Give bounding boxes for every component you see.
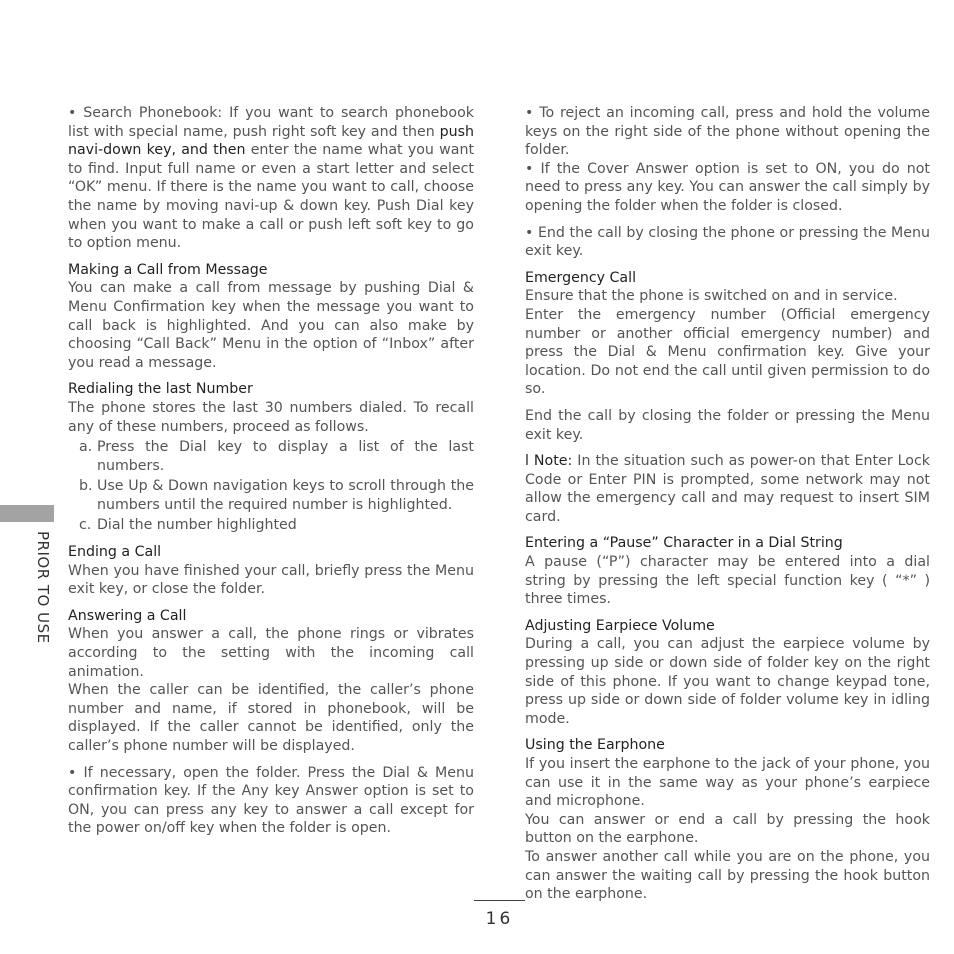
- list-item-text: Use Up & Down navigation keys to scroll through the numbers until the required number is highlighted.: [97, 478, 474, 513]
- left-column: [68, 104, 474, 838]
- search-intro: • Search Phonebook: If you want to search phonebook list with special name, push right soft key and then: [68, 105, 474, 140]
- section-label: PRIOR TO USE: [34, 531, 52, 644]
- heading-call-from-message: Making a Call from Message: [68, 261, 268, 278]
- search-rest: enter the name what you want to find. Input full name or even a start letter and select “OK” menu. If there is the name you want to call, choose the name by moving navi-up & down key. Push Dial key when you want to make a call or push left soft key to go to option menu.: [68, 142, 475, 252]
- heading-using-earphone: Using the Earphone: [525, 737, 665, 754]
- list-marker: c.: [79, 517, 92, 534]
- answering-call-text-2: When the caller can be identified, the caller’s phone number and name, if stored in phonebook, will be displayed. If the caller cannot be identified, only the caller’s phone number will be displayed.: [68, 682, 474, 754]
- answering-call-text-1: When you answer a call, the phone rings or vibrates according to the setting with the incoming call animation.: [68, 626, 474, 680]
- reject-call-text: • To reject an incoming call, press and hold the volume keys on the right side of the phone without opening the folder.: [525, 105, 930, 159]
- list-item-text: Dial the number highlighted: [97, 517, 297, 534]
- emergency-text-2: Enter the emergency number (Official emergency number or another official emergency number) and press the Dial & Menu confirmation key. Give your location. Do not end the call until given permission to do so.: [525, 306, 930, 398]
- heading-emergency-call: Emergency Call: [525, 269, 637, 286]
- list-item-text: Press the Dial key to display a list of the last numbers.: [97, 439, 474, 474]
- section-tab-marker: [0, 505, 54, 522]
- list-item: [68, 477, 474, 514]
- list-marker: a.: [79, 439, 93, 456]
- earphone-text-2: You can answer or end a call by pressing the hook button on the earphone.: [525, 811, 930, 847]
- redialing-text: The phone stores the last 30 numbers dialed. To recall any of these numbers, proceed as follows.: [68, 399, 474, 435]
- emergency-text-3: End the call by closing the folder or pressing the Menu exit key.: [525, 407, 930, 443]
- page-number: 16: [485, 909, 514, 929]
- note-paragraph: [525, 452, 930, 526]
- heading-ending-call: Ending a Call: [68, 544, 162, 561]
- list-marker: b.: [79, 478, 93, 495]
- earpiece-volume-text: During a call, you can adjust the earpiece volume by pressing up side or down side of folder key on the right side of this phone. If you want to change keypad tone, press up side or down side of folder volume key in idling mode.: [525, 636, 930, 727]
- earphone-text-3: To answer another call while you are on the phone, you can answer the waiting call by pressing the hook button on the earphone.: [525, 848, 930, 903]
- heading-earpiece-volume: Adjusting Earpiece Volume: [525, 617, 715, 634]
- ending-call-text: When you have finished your call, briefly press the Menu exit key, or close the folder.: [68, 562, 474, 598]
- answering-call-text-3: • If necessary, open the folder. Press the Dial & Menu confirmation key. If the Any key Answer option is set to ON, you can press any key to answer a call except for the power on/off key when the folder is open.: [68, 764, 474, 837]
- note-label: l Note:: [525, 453, 573, 470]
- list-item: [68, 516, 474, 535]
- page-number-rule: [474, 900, 525, 901]
- call-from-message-text: You can make a call from message by pushing Dial & Menu Confirmation key when the message you want to call back is highlighted. And you can also make by choosing “Call Back” Menu in the option of “Inbox” after you read a message.: [68, 280, 474, 371]
- right-column: [525, 104, 930, 904]
- search-emphasis: push navi-down key, and then: [68, 123, 474, 159]
- end-call-text: • End the call by closing the phone or pressing the Menu exit key.: [525, 224, 930, 260]
- note-text: In the situation such as power-on that Enter Lock Code or Enter PIN is prompted, some network may not allow the emergency call and may request to insert SIM card.: [525, 453, 930, 525]
- heading-redialing: Redialing the last Number: [68, 381, 253, 398]
- list-item: [68, 438, 474, 475]
- heading-pause-character: Entering a “Pause” Character in a Dial String: [525, 535, 843, 552]
- heading-answering-call: Answering a Call: [68, 607, 187, 624]
- cover-answer-text: • If the Cover Answer option is set to ON, you do not need to press any key. You can answer the call simply by opening the folder when the folder is closed.: [525, 160, 930, 214]
- search-phonebook-paragraph: [68, 104, 474, 253]
- earphone-text-1: If you insert the earphone to the jack of your phone, you can use it in the same way as your phone’s earpiece and microphone.: [525, 756, 930, 810]
- emergency-text-1: Ensure that the phone is switched on and in service.: [525, 288, 898, 305]
- pause-character-text: A pause (“P”) character may be entered into a dial string by pressing the left special function key ( “*” ) three times.: [525, 554, 930, 608]
